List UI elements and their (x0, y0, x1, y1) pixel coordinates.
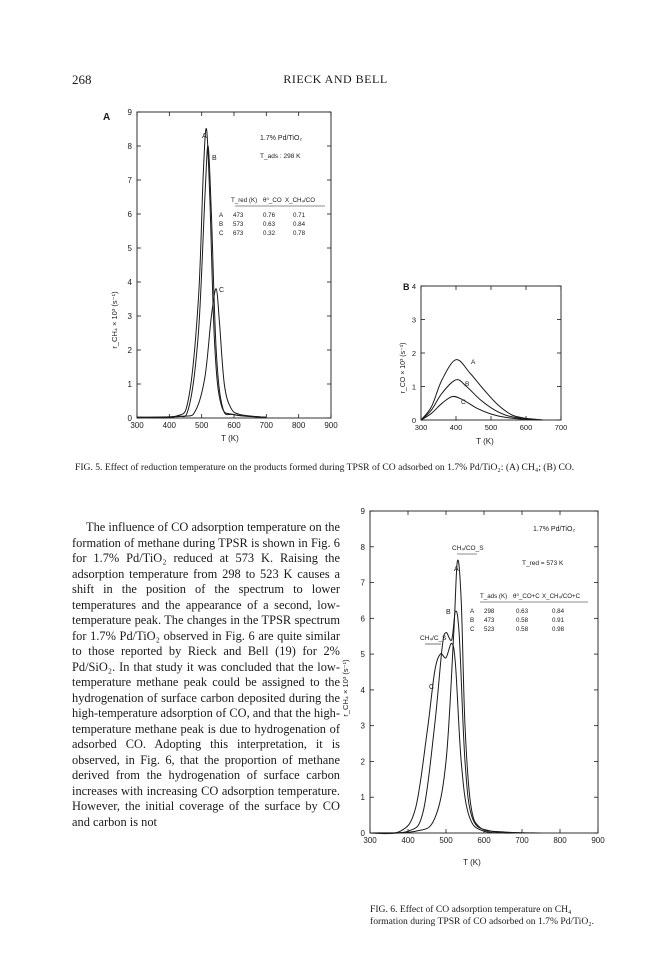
panel-a-curve-label-a: A (202, 133, 207, 140)
panel-a-axes (128, 108, 339, 430)
figure6-ytick-label: 7 (360, 578, 365, 588)
figure6-axes (361, 507, 606, 845)
panel-a-title: 1.7% Pd/TiO₂ (260, 135, 303, 142)
panel-a-xtick-label: 700 (259, 421, 274, 430)
figure6-row-a-x: 0.84 (552, 608, 565, 615)
panel-a-xlabel: T (K) (221, 434, 239, 443)
figure5-caption: FIG. 5. Effect of reduction temperature on the products formed during TPSR of CO adsorbed on 1.7% Pd/TiO₂: (A) CH₄; (B) CO. (75, 462, 575, 473)
panel-b-xtick-label: 300 (414, 423, 428, 432)
body-text (72, 520, 340, 830)
figure6-curve-label-c: C (429, 684, 435, 691)
panel-a-curve-c (137, 289, 266, 418)
figure6-ytick-label: 5 (360, 650, 365, 660)
panel-a-table (219, 197, 325, 237)
panel-b-ytick-label: 4 (411, 282, 416, 291)
figure6-curve-label-a: A (454, 566, 459, 573)
figure6-ytick-label: 1 (360, 793, 365, 803)
panel-a-row-c-id: C (219, 230, 224, 237)
figure6-row-b-t: 473 (484, 617, 495, 624)
panel-b-ytick-label: 3 (411, 315, 416, 325)
panel-a-curve-label-b: B (212, 155, 217, 162)
panel-a-ytick-label: 5 (127, 244, 132, 253)
figure6-curve-b (370, 611, 522, 833)
figure6-row-c-t: 523 (484, 626, 495, 633)
panel-b-curve-c (421, 396, 544, 420)
figure6-ytick-label: 6 (360, 614, 365, 624)
body-paragraph: The influence of CO adsorption temperature on the formation of methane during TPSR is shown in Fig. 6 for 1.7% Pd/TiO₂ reduced at 573 K. Raising the adsorption temperature from 298 to 523 K causes a shift in the position of the spectrum to lower temperatures and the appearance of a second, low-temperature peak. The changes in the TPSR spectrum for 1.7% Pd/TiO₂ observed in Fig. 6 are quite similar to those reported by Rieck and Bell (19) for 2% Pd/SiO₂. In that study it was concluded that the low-temperature methane peak could be assigned to the hydrogenation of surface carbon deposited during the high-temperature adsorption of CO, and that the high-temperature methane peak is due to hydrogenation of adsorbed CO. Adopting this interpretation, it is observed, in Fig. 6, that the proportion of methane derived from the hydrogenation of surface carbon increases with increasing CO adsorption temperature. However, the initial coverage of the surface by CO and carbon is not (72, 520, 340, 829)
figure6-peak-label-cs: CH₄/C_S (420, 635, 447, 642)
panel-b-ytick-label: 1 (411, 382, 416, 392)
panel-a-row-a-x: 0.71 (293, 212, 306, 219)
panel-b-xlabel: T (K) (476, 437, 494, 446)
panel-a-ytick-label: 7 (127, 176, 132, 185)
figure6-ytick-label: 3 (360, 721, 365, 731)
figure6-peak-label-cos: CH₄/CO_S (452, 545, 484, 552)
figure6-row-b-x: 0.91 (552, 617, 565, 624)
panel-a-ytick-label: 9 (127, 108, 132, 117)
figure6-row-a-theta: 0.63 (516, 608, 529, 615)
figure6-curve-label-b: B (446, 609, 451, 616)
panel-b-xtick-label: 400 (449, 423, 463, 432)
panel-b-xtick-label: 500 (484, 423, 498, 432)
panel-a-th-2: X_CH₄/CO (285, 197, 316, 204)
panel-a-row-a-t: 473 (233, 212, 244, 219)
figure6-th-0: T_ads (K) (480, 593, 508, 600)
panel-b-curves (421, 360, 544, 420)
panel-a-curves (137, 128, 266, 418)
figure6-xtick-label: 600 (477, 836, 491, 845)
panel-b-curve-label-b: B (465, 381, 470, 388)
figure6-xtick-label: 800 (553, 836, 567, 845)
panel-b-ytick-label: 2 (411, 349, 416, 358)
panel-a-th-1: θ⁰_CO (263, 197, 282, 204)
panel-a-curve-b (137, 146, 266, 418)
page-number: 268 (72, 72, 92, 87)
figure6-row-c-id: C (470, 626, 475, 633)
panel-a-th-0: T_red (K) (231, 197, 258, 204)
figure5-panel-b (395, 278, 575, 448)
panel-a-xtick-label: 400 (162, 421, 177, 430)
figure6-ytick-label: 8 (360, 542, 365, 552)
figure6-row-a-t: 298 (484, 608, 495, 615)
panel-a-row-a-theta: 0.76 (263, 212, 276, 219)
figure6-ytick-label: 0 (360, 829, 365, 838)
panel-a-ytick-label: 2 (127, 346, 132, 355)
panel-a-row-c-t: 673 (233, 230, 244, 237)
panel-a-ytick-label: 1 (127, 380, 132, 389)
figure6-xtick-label: 400 (401, 836, 415, 845)
panel-a-xtick-label: 900 (324, 421, 338, 430)
panel-a-ytick-label: 6 (127, 210, 132, 219)
figure6-ytick-label: 2 (360, 757, 365, 767)
figure5-panel-a (95, 100, 355, 445)
panel-a-row-b-x: 0.84 (293, 221, 306, 228)
panel-a-frame (137, 112, 331, 418)
panel-a-ytick-label: 0 (127, 414, 132, 423)
figure6-row-c-x: 0.98 (552, 626, 565, 633)
figure6-th-1: θ⁰_CO+C (513, 593, 540, 600)
panel-a-xtick-label: 800 (291, 421, 306, 430)
panel-b-frame (421, 286, 561, 420)
figure6-curves (370, 560, 541, 834)
panel-b-label: B (403, 282, 410, 292)
figure6-row-b-id: B (470, 617, 475, 624)
figure6 (340, 503, 612, 873)
figure6-condition: T_red = 573 K (522, 560, 564, 567)
panel-a-label: A (103, 112, 111, 123)
panel-a-ytick-label: 8 (127, 142, 132, 151)
figure6-row-c-theta: 0.58 (516, 626, 529, 633)
panel-a-row-b-theta: 0.63 (263, 221, 276, 228)
figure6-row-b-theta: 0.58 (516, 617, 529, 624)
figure6-ylabel: r_CH₄ × 10³ (s⁻¹) (341, 659, 350, 717)
figure6-frame (370, 511, 598, 833)
panel-a-row-c-theta: 0.32 (263, 230, 276, 237)
panel-b-ylabel: r_CO × 10³ (s⁻¹) (400, 342, 407, 394)
figure6-th-2: X_CH₄/CO+C (542, 593, 581, 600)
figure6-curve-c (370, 643, 522, 833)
panel-a-xtick-label: 500 (194, 421, 209, 430)
panel-b-ytick-label: 0 (411, 416, 416, 425)
figure6-caption: FIG. 6. Effect of CO adsorption temperature on CH₄ formation during TPSR of CO adsorbed on 1.7% Pd/TiO₂. (370, 904, 595, 927)
figure6-table (470, 593, 588, 633)
panel-a-condition: T_ads : 298 K (260, 153, 301, 160)
panel-a-ytick-label: 4 (127, 278, 132, 287)
figure6-xtick-label: 300 (363, 836, 377, 845)
panel-a-row-b-t: 573 (233, 221, 244, 228)
figure6-title: 1.7% Pd/TiO₂ (533, 526, 576, 533)
panel-b-curve-label-c: C (461, 399, 466, 406)
panel-b-curve-label-a: A (471, 359, 476, 366)
running-title: RIECK AND BELL (283, 72, 388, 86)
panel-a-xtick-label: 600 (227, 421, 241, 430)
figure6-ytick-label: 9 (360, 507, 365, 516)
panel-b-xtick-label: 700 (554, 423, 568, 432)
figure6-row-a-id: A (470, 608, 475, 615)
figure6-xtick-label: 700 (515, 836, 529, 845)
panel-a-ytick-label: 3 (127, 312, 132, 321)
panel-a-ylabel: r_CH₄ × 10³ (s⁻¹) (110, 291, 119, 349)
figure6-xtick-label: 500 (439, 836, 453, 845)
figure6-xlabel: T (K) (463, 858, 481, 867)
figure6-curve-a (370, 560, 541, 833)
panel-a-row-b-id: B (219, 221, 224, 228)
panel-a-xtick-label: 300 (130, 421, 144, 430)
panel-a-row-a-id: A (219, 212, 224, 219)
panel-b-xtick-label: 600 (519, 423, 533, 432)
panel-a-row-c-x: 0.78 (293, 230, 306, 237)
panel-a-curve-label-c: C (219, 287, 225, 294)
figure6-xtick-label: 900 (591, 836, 605, 845)
figure6-ytick-label: 4 (360, 685, 365, 695)
